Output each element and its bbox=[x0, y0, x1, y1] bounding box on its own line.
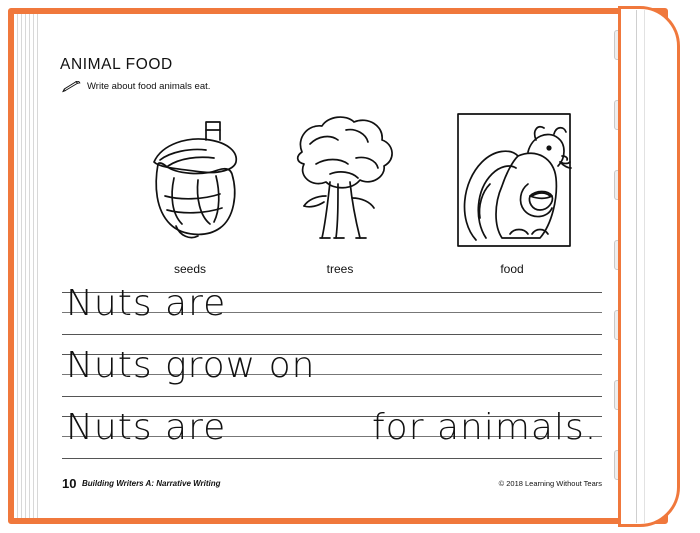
line-base-rule bbox=[62, 396, 602, 397]
writing-line-2[interactable] bbox=[62, 345, 602, 408]
page-curl[interactable] bbox=[610, 6, 694, 527]
book-title: Building Writers A: Narrative Writing bbox=[82, 479, 221, 488]
worksheet-paper bbox=[40, 14, 620, 518]
writing-line-1[interactable] bbox=[62, 283, 602, 346]
line-base-rule bbox=[62, 334, 602, 335]
acorn-illustration bbox=[110, 100, 270, 260]
picture-label-food: food bbox=[500, 262, 524, 276]
writing-line-3[interactable] bbox=[62, 407, 602, 470]
picture-row bbox=[60, 100, 600, 290]
writing-line-3-text: Nuts are bbox=[66, 407, 227, 448]
page-fold-line-secondary bbox=[644, 10, 665, 523]
writing-line-3-trailing: for animals. bbox=[372, 407, 598, 448]
picture-label-seeds: seeds bbox=[173, 262, 207, 276]
instruction-row bbox=[62, 80, 210, 92]
writing-line-2-text: Nuts grow on bbox=[66, 345, 316, 386]
instruction-text: Write about food animals eat. bbox=[87, 80, 211, 92]
copyright-notice: © 2018 Learning Without Tears bbox=[498, 479, 602, 488]
writing-line-1-text: Nuts are bbox=[66, 283, 227, 324]
page-edge-stack bbox=[14, 14, 40, 518]
squirrel-illustration bbox=[432, 100, 592, 260]
pencil-icon bbox=[62, 80, 82, 92]
writing-lines-area bbox=[62, 282, 602, 462]
page-number: 10 bbox=[62, 476, 77, 491]
picture-label-trees: trees bbox=[326, 262, 354, 276]
page-footer bbox=[62, 476, 602, 492]
page-title: ANIMAL FOOD bbox=[60, 56, 173, 73]
line-base-rule bbox=[62, 458, 602, 459]
tree-illustration bbox=[260, 100, 420, 260]
